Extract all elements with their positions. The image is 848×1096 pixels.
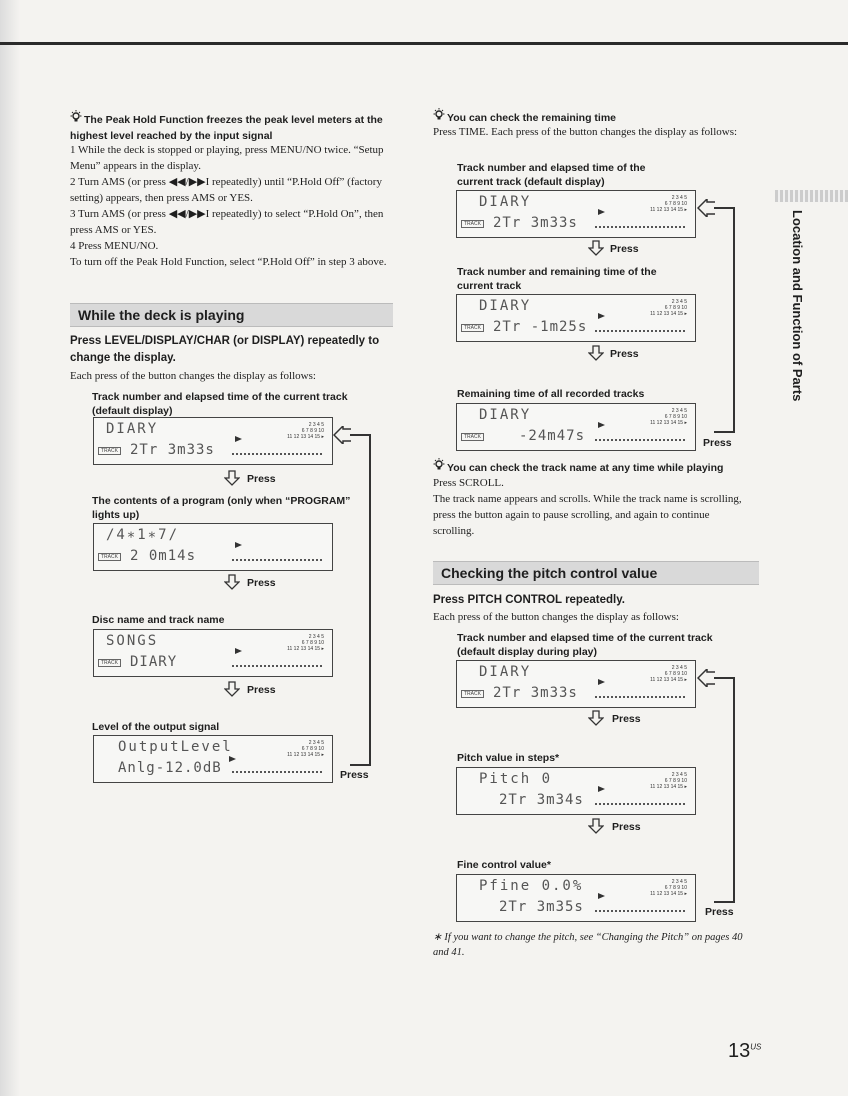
press-label: Press xyxy=(247,684,276,696)
down-arrow-icon xyxy=(588,818,604,834)
lcd-badge: TRACK xyxy=(461,433,484,441)
lcd-display xyxy=(456,874,696,922)
lcd-badge: TRACK xyxy=(98,553,121,561)
lcd-display xyxy=(456,190,696,238)
lcd-line2: -24m47s xyxy=(519,428,586,444)
tip-body-line: The track name appears and scrolls. While the track name is scrolling, press the button again to pause scrolling, and again to continue scrolling. xyxy=(433,493,742,537)
side-tab-marker xyxy=(775,190,848,202)
lcd-display xyxy=(456,767,696,815)
press-label: Press xyxy=(703,437,732,449)
loop-bracket xyxy=(350,434,371,766)
tip-track-name xyxy=(433,458,753,476)
play-indicator-icon xyxy=(598,679,605,685)
loop-bracket xyxy=(714,207,735,433)
lcd-display xyxy=(93,735,333,783)
press-label: Press xyxy=(612,821,641,833)
display-label: Track number and elapsed time of the current track (default display during play) xyxy=(457,632,713,658)
display-label: Track number and elapsed time of the current track (default display) xyxy=(92,391,348,417)
down-arrow-icon xyxy=(588,240,604,256)
display-label: Level of the output signal xyxy=(92,721,220,733)
loop-arrowhead-icon xyxy=(697,199,717,217)
tip-body: Press TIME. Each press of the button changes the display as follows: xyxy=(433,126,738,138)
tip-peak-hold xyxy=(70,110,390,144)
press-label: Press xyxy=(612,713,641,725)
lcd-display xyxy=(456,403,696,451)
lcd-line1: SONGS xyxy=(106,633,159,649)
lcd-line2: 2Tr -1m25s xyxy=(493,319,588,335)
lcd-calendar: 2 3 4 5 6 7 8 9 10 11 12 13 14 15 ▸ xyxy=(650,195,687,213)
lightbulb-icon xyxy=(433,458,447,476)
lcd-line2: 2Tr 3m34s xyxy=(499,792,584,808)
press-label: Press xyxy=(340,769,369,781)
display-label: Remaining time of all recorded tracks xyxy=(457,388,645,400)
lcd-badge: TRACK xyxy=(98,447,121,455)
lcd-line2: 2 0m14s xyxy=(130,548,197,564)
lightbulb-icon xyxy=(70,110,84,128)
page-suffix: US xyxy=(750,1042,762,1052)
lcd-line1: Pitch 0 xyxy=(479,771,553,787)
lcd-badge: TRACK xyxy=(461,324,484,332)
footnote: ∗ If you want to change the pitch, see “Changing the Pitch” on pages 40 and 41. xyxy=(433,932,743,958)
note: To turn off the Peak Hold Function, select “P.Hold Off” in step 3 above. xyxy=(70,256,387,268)
display-label: Disc name and track name xyxy=(92,614,225,626)
down-arrow-icon xyxy=(224,470,240,486)
level-meter xyxy=(595,798,685,805)
lcd-display xyxy=(93,523,333,571)
lcd-calendar: 2 3 4 5 6 7 8 9 10 11 12 13 14 15 ▸ xyxy=(287,634,324,652)
press-label: Press xyxy=(705,906,734,918)
lcd-display xyxy=(456,294,696,342)
lcd-line2: 2Tr 3m33s xyxy=(493,215,578,231)
lcd-line2: DIARY xyxy=(130,654,178,670)
display-label: Pitch value in steps* xyxy=(457,752,560,764)
tip-body xyxy=(433,475,753,539)
side-title-text: Location and Function of Parts xyxy=(790,210,805,402)
display-label: Track number and elapsed time of the current track (default display) xyxy=(457,162,646,188)
tip-body-line: Press SCROLL. xyxy=(433,477,504,489)
lcd-display xyxy=(93,417,333,465)
lcd-line1: Pfine 0.0% xyxy=(479,878,584,894)
section-pitch-control: Checking the pitch control value xyxy=(433,561,759,585)
step-1: 1 While the deck is stopped or playing, press MENU/NO twice. “Setup Menu” appears in the display. xyxy=(70,144,384,172)
side-title xyxy=(783,210,813,410)
display-label: Fine control value* xyxy=(457,859,551,871)
tip-title: You can check the remaining time xyxy=(447,112,617,124)
play-indicator-icon xyxy=(229,756,236,762)
tip-title: You can check the track name at any time while playing xyxy=(447,462,724,474)
press-label: Press xyxy=(247,577,276,589)
press-label: Press xyxy=(247,473,276,485)
level-meter xyxy=(232,554,322,561)
header-rule xyxy=(0,42,848,45)
play-indicator-icon xyxy=(598,786,605,792)
lcd-line1: DIARY xyxy=(479,194,532,210)
lcd-display xyxy=(456,660,696,708)
play-indicator-icon xyxy=(598,422,605,428)
lcd-line2: 2Tr 3m33s xyxy=(130,442,215,458)
lcd-line1: DIARY xyxy=(106,421,159,437)
level-meter xyxy=(595,905,685,912)
lcd-display xyxy=(93,629,333,677)
level-meter xyxy=(595,221,685,228)
lcd-line2: 2Tr 3m33s xyxy=(493,685,578,701)
level-meter xyxy=(595,325,685,332)
lcd-line2: 2Tr 3m35s xyxy=(499,899,584,915)
play-indicator-icon xyxy=(235,648,242,654)
page-edge-shadow xyxy=(0,0,20,1096)
play-indicator-icon xyxy=(598,209,605,215)
tip-title: The Peak Hold Function freezes the peak level meters at the highest level reached by the input signal xyxy=(70,114,383,142)
loop-arrowhead-icon xyxy=(333,426,353,444)
lcd-calendar: 2 3 4 5 6 7 8 9 10 11 12 13 14 15 ▸ xyxy=(287,740,324,758)
loop-arrowhead-icon xyxy=(697,669,717,687)
level-meter xyxy=(232,448,322,455)
press-label: Press xyxy=(610,243,639,255)
level-meter xyxy=(595,434,685,441)
play-indicator-icon xyxy=(598,893,605,899)
play-indicator-icon xyxy=(598,313,605,319)
step-3: 3 Turn AMS (or press ◀◀/▶▶I repeatedly) to select “P.Hold On”, then press AMS or YES. xyxy=(70,208,384,236)
page-number xyxy=(728,1040,761,1063)
down-arrow-icon xyxy=(224,574,240,590)
display-label: Track number and remaining time of the current track xyxy=(457,266,657,292)
lcd-badge: TRACK xyxy=(461,220,484,228)
lcd-line2: Anlg-12.0dB xyxy=(118,760,222,776)
down-arrow-icon xyxy=(588,710,604,726)
page-number-value: 13 xyxy=(728,1040,751,1062)
level-meter xyxy=(595,691,685,698)
display-label: The contents of a program (only when “PROGRAM” lights up) xyxy=(92,495,351,521)
lcd-calendar: 2 3 4 5 6 7 8 9 10 11 12 13 14 15 ▸ xyxy=(287,422,324,440)
lcd-calendar: 2 3 4 5 6 7 8 9 10 11 12 13 14 15 ▸ xyxy=(650,299,687,317)
sub-heading-pitch: Press PITCH CONTROL repeatedly. xyxy=(433,594,625,606)
lcd-line1: OutputLevel xyxy=(118,739,233,755)
lcd-badge: TRACK xyxy=(461,690,484,698)
step-2: 2 Turn AMS (or press ◀◀/▶▶I repeatedly) until “P.Hold Off” (factory setting) appears, then press AMS or YES. xyxy=(70,176,382,204)
step-4: 4 Press MENU/NO. xyxy=(70,240,159,252)
play-indicator-icon xyxy=(235,436,242,442)
lcd-line1: DIARY xyxy=(479,298,532,314)
lcd-calendar: 2 3 4 5 6 7 8 9 10 11 12 13 14 15 ▸ xyxy=(650,879,687,897)
level-meter xyxy=(232,660,322,667)
down-arrow-icon xyxy=(224,681,240,697)
play-indicator-icon xyxy=(235,542,242,548)
lcd-line1: DIARY xyxy=(479,407,532,423)
lcd-calendar: 2 3 4 5 6 7 8 9 10 11 12 13 14 15 ▸ xyxy=(650,665,687,683)
level-meter xyxy=(232,766,322,773)
lcd-calendar: 2 3 4 5 6 7 8 9 10 11 12 13 14 15 ▸ xyxy=(650,408,687,426)
steps-list xyxy=(70,142,390,270)
sub-body: Each press of the button changes the display as follows: xyxy=(433,611,679,623)
loop-bracket xyxy=(714,677,735,903)
press-label: Press xyxy=(610,348,639,360)
lcd-calendar: 2 3 4 5 6 7 8 9 10 11 12 13 14 15 ▸ xyxy=(650,772,687,790)
section-while-playing: While the deck is playing xyxy=(70,303,393,327)
lcd-badge: TRACK xyxy=(98,659,121,667)
sub-body: Each press of the button changes the display as follows: xyxy=(70,370,316,382)
lcd-line1: DIARY xyxy=(479,664,532,680)
down-arrow-icon xyxy=(588,345,604,361)
sub-heading-level-display: Press LEVEL/DISPLAY/CHAR (or DISPLAY) repeatedly to change the display. xyxy=(70,335,380,364)
lcd-line1: /4∗1∗7/ xyxy=(106,527,180,543)
